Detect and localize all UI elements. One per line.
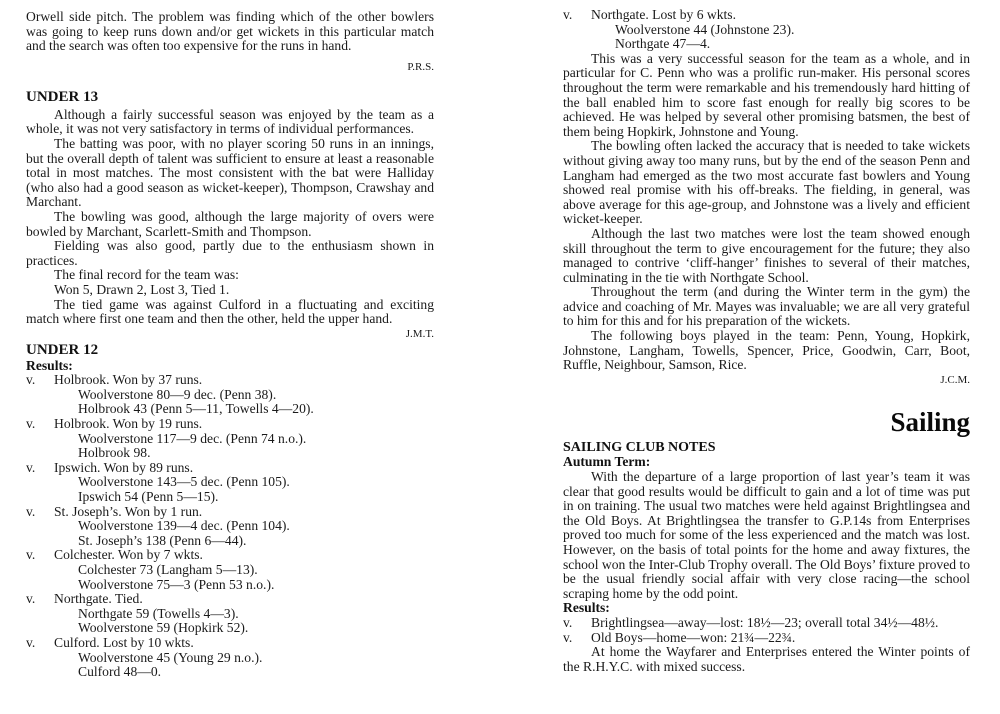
sailing-section-title: Sailing bbox=[890, 406, 970, 437]
under13-heading: UNDER 13 bbox=[26, 88, 99, 105]
sailing-result-text: Old Boys—home—won: 21¾—22¾. bbox=[591, 629, 796, 645]
result-item bbox=[563, 8, 970, 52]
sailing-paragraph: With the departure of a large proportion of last year’s team it was clear that good results would be difficult to gain and a lot of time was put in on training. The usual two matches were held against Brightlingsea and the Old Boys. At Brightlingsea the transfer to G.P.14s from Enterprises proved too much for some of the less experienced and the match was lost. However, on the basis of total points for the home and away fixtures, the school won the Inter-Club Trophy overall. The Old Boys’ fixture proved to be the usual friendly social affair with very close racing—the school scraping home by the odd point. bbox=[563, 469, 970, 601]
result-prefix: v. bbox=[563, 7, 573, 22]
sailing-result-item bbox=[563, 616, 970, 631]
result-match: Colchester. Won by 7 wkts. bbox=[54, 547, 203, 563]
result-detail: Woolverstone 80—9 dec. (Penn 38). bbox=[78, 386, 277, 402]
result-detail: St. Joseph’s 138 (Penn 6—44). bbox=[78, 532, 247, 548]
result-detail: Woolverstone 59 (Hopkirk 52). bbox=[78, 620, 249, 636]
result-detail: Northgate 59 (Towells 4—3). bbox=[78, 605, 239, 621]
result-item bbox=[26, 636, 434, 680]
result-detail: Woolverstone 44 (Johnstone 23). bbox=[615, 21, 795, 37]
under12-paragraph: The bowling often lacked the accuracy that is needed to take wickets without giving away too many runs, but by the end of the season Penn and Langham had emerged as the two most accurate fast bowlers and Young showed real promise with his off-breaks. The fielding, in general, was above average for this age-group, and Johnstone was a lively and efficient wicket-keeper. bbox=[563, 138, 970, 227]
signature-jcm: J.C.M. bbox=[940, 373, 970, 386]
result-prefix: v. bbox=[26, 459, 36, 475]
result-item bbox=[26, 461, 434, 505]
result-prefix: v. bbox=[26, 591, 36, 607]
result-prefix: v. bbox=[26, 372, 36, 388]
left-column bbox=[26, 0, 434, 680]
result-detail: Culford 48—0. bbox=[78, 664, 162, 680]
under12-paragraph: Although the last two matches were lost the team showed enough skill throughout the term to give encouragement for the future; they also managed to contrive ‘cliff-hanger’ finishes to several of their matches, culminating in the tie with Northgate School. bbox=[563, 225, 970, 285]
result-detail: Ipswich 54 (Penn 5—15). bbox=[78, 489, 219, 505]
under13-paragraph: The bowling was good, although the large majority of overs were bowled by Marchant, Scarlett-Smith and Thompson. bbox=[26, 208, 434, 239]
result-detail: Colchester 73 (Langham 5—13). bbox=[78, 562, 258, 577]
result-match: Northgate. Lost by 6 wkts. bbox=[591, 7, 736, 22]
result-item bbox=[26, 592, 434, 636]
result-detail: Woolverstone 143—5 dec. (Penn 105). bbox=[78, 474, 290, 490]
result-detail: Northgate 47—4. bbox=[615, 36, 711, 52]
right-column bbox=[563, 0, 970, 674]
under12-paragraph: The following boys played in the team: Penn, Young, Hopkirk, Johnstone, Langham, Towells, Spencer, Price, Goodwin, Carr, Boot, Ruffle, Neighbour, Samson, Rice. bbox=[563, 328, 970, 373]
result-detail: Woolverstone 45 (Young 29 n.o.). bbox=[78, 649, 263, 665]
under13-paragraph: The final record for the team was: bbox=[54, 267, 239, 283]
under13-paragraph: Although a fairly successful season was enjoyed by the team as a whole, it was not very satisfactory in terms of individual performances. bbox=[26, 106, 434, 137]
signature-prs: P.R.S. bbox=[407, 60, 434, 73]
result-detail: Holbrook 43 (Penn 5—11, Towells 4—20). bbox=[78, 401, 314, 417]
under12-results-list bbox=[26, 373, 434, 679]
result-match: Ipswich. Won by 89 runs. bbox=[54, 459, 194, 475]
result-prefix: v. bbox=[563, 629, 573, 645]
under12-results-label: Results: bbox=[26, 357, 73, 373]
sailing-closing-paragraph: At home the Wayfarer and Enterprises entered the Winter points of the R.H.Y.C. with mixed success. bbox=[563, 644, 970, 674]
result-item bbox=[26, 373, 434, 417]
sailing-results-label: Results: bbox=[563, 600, 610, 616]
sailing-club-notes-heading: SAILING CLUB NOTES bbox=[563, 439, 716, 455]
result-match: Holbrook. Won by 37 runs. bbox=[54, 372, 203, 388]
under13-paragraph: Fielding was also good, partly due to the enthusiasm shown in practices. bbox=[26, 238, 434, 268]
result-match: Holbrook. Won by 19 runs. bbox=[54, 416, 203, 432]
result-item bbox=[26, 417, 434, 461]
under13-paragraph: The tied game was against Culford in a fluctuating and exciting match where first one team and then the other, held the upper hand. bbox=[26, 296, 434, 327]
under12-paragraph: This was a very successful season for the team as a whole, and in particular for C. Penn who was a prolific run-maker. His personal scores throughout the term were remarkable and his tremendously hard hitting of the ball enabled him to score fast enough for really big scores to be achieved. He was helped by several other promising batsmen, the best of them being Hopkirk, Johnstone and Young. bbox=[563, 50, 970, 139]
sailing-result-item bbox=[563, 631, 970, 646]
autumn-term-subheading: Autumn Term: bbox=[563, 454, 651, 470]
under13-paragraph: The batting was poor, with no player scoring 50 runs in an innings, but the overall depth of talent was sufficient to ensure at least a reasonable total in most matches. The most consistent with the bat were Halliday (who also had a good season as wicket-keeper), Thompson, Crawshay and Marchant. bbox=[26, 135, 434, 210]
intro-paragraph: Orwell side pitch. The problem was finding which of the other bowlers was going to keep runs down and/or get wickets in this particular match and the search was often too expensive for the runs in hand. bbox=[26, 9, 434, 54]
signature-jmt: J.M.T. bbox=[405, 327, 434, 340]
under13-final-record: Won 5, Drawn 2, Lost 3, Tied 1. bbox=[54, 281, 230, 297]
result-detail: Woolverstone 139—4 dec. (Penn 104). bbox=[78, 518, 290, 534]
result-prefix: v. bbox=[26, 416, 36, 432]
result-item bbox=[26, 548, 434, 592]
result-detail: Holbrook 98. bbox=[78, 445, 151, 461]
result-prefix: v. bbox=[563, 614, 573, 630]
result-match: Culford. Lost by 10 wkts. bbox=[54, 634, 194, 650]
under12-paragraph: Throughout the term (and during the Winter term in the gym) the advice and coaching of Mr. Mayes was invaluable; we are all very grateful to him for this and for his preparation of the wickets. bbox=[563, 284, 970, 329]
result-item bbox=[26, 505, 434, 549]
sailing-result-text: Brightlingsea—away—lost: 18½—23; overall total 34½—48½. bbox=[591, 614, 939, 630]
result-detail: Woolverstone 117—9 dec. (Penn 74 n.o.). bbox=[78, 430, 307, 446]
result-prefix: v. bbox=[26, 634, 36, 650]
result-prefix: v. bbox=[26, 547, 36, 563]
under12-heading: UNDER 12 bbox=[26, 341, 99, 358]
result-match: St. Joseph’s. Won by 1 run. bbox=[54, 503, 203, 519]
result-detail: Woolverstone 75—3 (Penn 53 n.o.). bbox=[78, 576, 275, 592]
result-prefix: v. bbox=[26, 503, 36, 519]
result-match: Northgate. Tied. bbox=[54, 591, 143, 607]
